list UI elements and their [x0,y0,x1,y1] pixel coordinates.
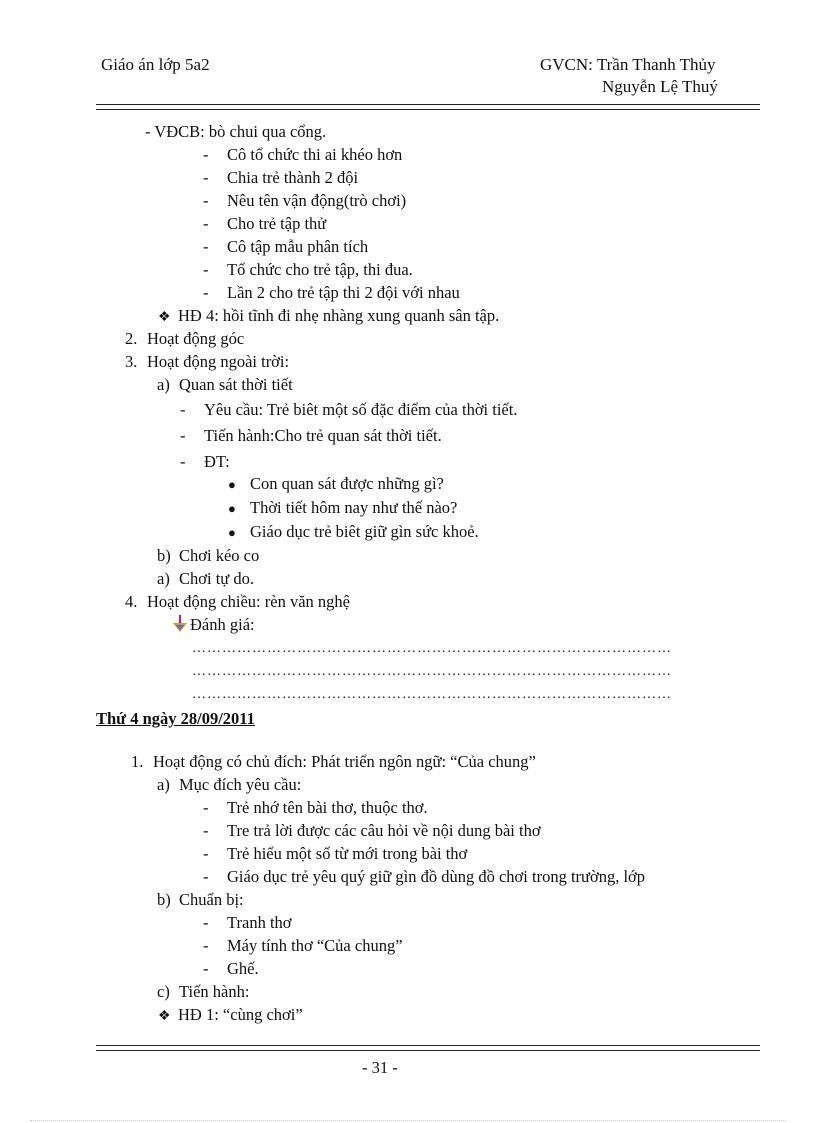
dt-bullet: ● Con quan sát được những gì? [228,473,444,496]
dash-icon: - [203,844,209,863]
item-4: 4. Hoạt động chiều: rèn văn nghệ [125,592,350,611]
prep-item: - Máy tính thơ “Của chung” [203,936,403,955]
dash-icon: - [203,913,209,932]
dotted-line: …………………………………………………………………………………… [192,664,672,679]
sub-a-weather: a) Quan sát thời tiết [157,375,293,394]
vdcb-line: - VĐCB: bò chui qua cổng. [145,122,327,141]
sub-c-tien-hanh: c) Tiến hành: [157,982,250,1001]
dash-icon: - [203,191,209,210]
dt-bullet: ● Thời tiết hôm nay như thế nào? [228,497,457,520]
dash-icon: - [203,237,209,256]
diamond-icon: ❖ [158,310,171,325]
pin-icon [170,615,190,633]
sub-a-tu-do: a) Chơi tự do. [157,569,254,588]
dash-icon: - [203,283,209,302]
dash-icon: - [180,400,186,419]
day-title: Thứ 4 ngày 28/09/2011 [96,709,255,728]
goal-item: - Tre trả lời được các câu hỏi về nội dung bài thơ [203,821,541,840]
hd4-line: ❖ HĐ 4: hồi tĩnh đi nhẹ nhàng xung quanh sân tập. [158,305,499,329]
prep-item: - Tranh thơ [203,913,292,932]
goal-item: - Giáo dục trẻ yêu quý giữ gìn đồ dùng đồ chơi trong trường, lớp [203,867,646,886]
dash-icon: - [203,936,209,955]
dash-icon: - [180,426,186,445]
step-item: - Cô tập mẫu phân tích [203,237,369,256]
step-item: - Cho trẻ tập thử [203,214,327,233]
dash-icon: - [203,145,209,164]
bullet-icon: ● [228,477,236,492]
footer-rule [96,1045,760,1051]
dash-icon: - [203,959,209,978]
step-item: - Cô tổ chức thi ai khéo hơn [203,145,403,164]
header-right-line1: GVCN: Trần Thanh Thủy [540,55,716,74]
dash-icon: - [180,452,186,471]
step-item: - Lần 2 cho trẻ tập thi 2 đội với nhau [203,283,460,302]
step-item: - Tổ chức cho trẻ tập, thi đua. [203,260,413,279]
sub-a-muc-dich: a) Mục đích yêu cầu: [157,775,302,794]
header-left: Giáo án lớp 5a2 [101,55,210,74]
bottom-dotted-edge [30,1120,786,1121]
weather-sub-item: - Yêu cầu: Trẻ biêt một số đặc điểm của thời tiết. [180,400,518,419]
diamond-icon: ❖ [158,1009,171,1024]
prep-item: - Ghế. [203,959,259,978]
item-1: 1. Hoạt động có chủ đích: Phát triển ngôn ngữ: “Của chung” [131,752,536,771]
item-3: 3. Hoạt động ngoài trời: [125,352,290,371]
dash-icon: - [203,798,209,817]
dash-icon: - [203,867,209,886]
dash-icon: - [203,168,209,187]
dash-icon: - [203,260,209,279]
dash-icon: - [203,214,209,233]
step-item: - Chia trẻ thành 2 đội [203,168,359,187]
goal-item: - Trẻ nhớ tên bài thơ, thuộc thơ. [203,798,428,817]
header-right-line2: Nguyễn Lệ Thuý [602,77,718,96]
dt-bullet: ● Giáo dục trẻ biêt giữ gìn sức khoẻ. [228,521,479,544]
dotted-line: …………………………………………………………………………………… [192,641,672,656]
danh-gia-line: Đánh giá: [170,614,255,636]
weather-sub-item: - Tiến hành:Cho trẻ quan sát thời tiết. [180,426,442,445]
weather-sub-item: - ĐT: [180,452,230,471]
dash-icon: - [203,821,209,840]
sub-b-chuan-bi: b) Chuẩn bị: [157,890,244,909]
page-number: - 31 - [362,1058,398,1077]
header-rule [96,104,760,110]
goal-item: - Trẻ hiểu một số từ mới trong bài thơ [203,844,468,863]
sub-b-keo-co: b) Chơi kéo co [157,546,260,565]
dotted-line: …………………………………………………………………………………… [192,687,672,702]
bullet-icon: ● [228,525,236,540]
bullet-icon: ● [228,501,236,516]
hd1-line: ❖ HĐ 1: “cùng chơi” [158,1004,303,1028]
item-2: 2. Hoạt động góc [125,329,245,348]
step-item: - Nêu tên vận động(trò chơi) [203,191,407,210]
